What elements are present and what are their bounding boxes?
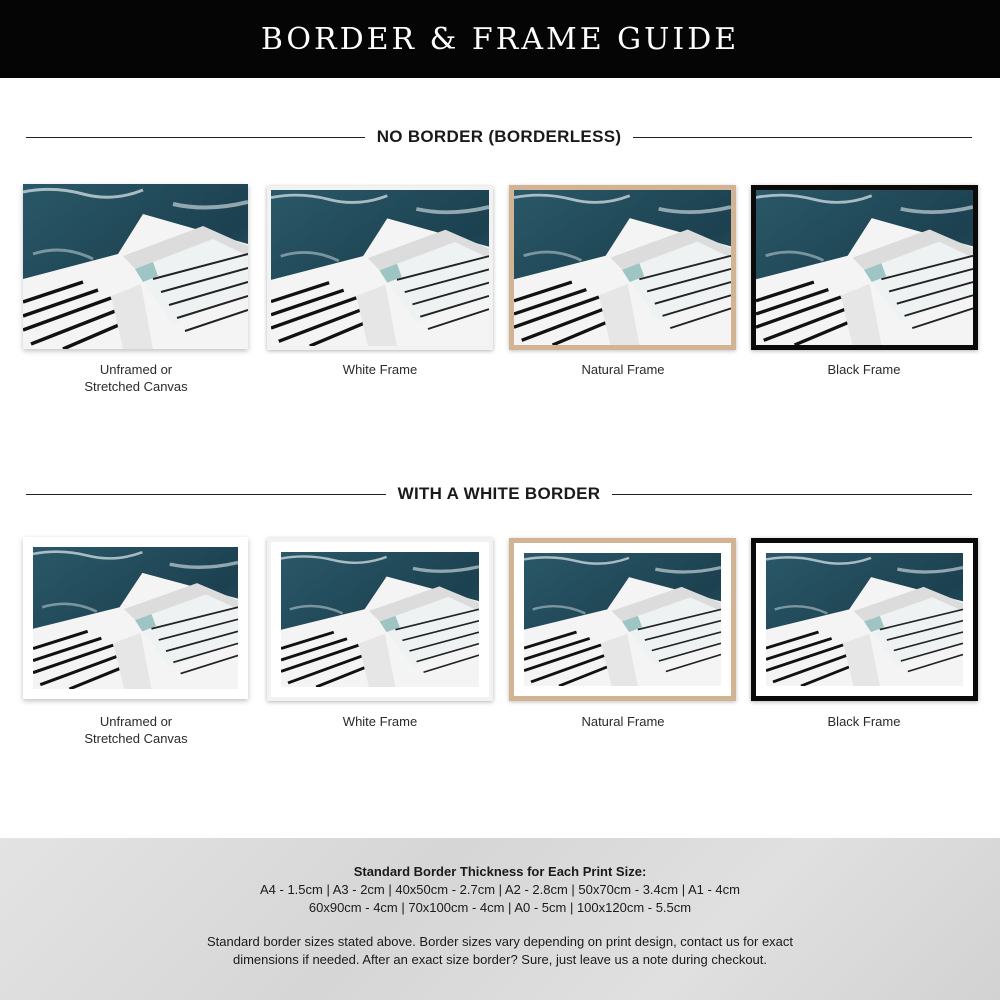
caption-unframed (22, 713, 250, 747)
print-unframed-white-border (23, 537, 248, 699)
caption-unframed (22, 361, 250, 395)
caption-line: Stretched Canvas (84, 731, 188, 746)
print-white-frame-white-border (267, 538, 493, 701)
heading-rule-left (26, 494, 386, 495)
caption-line: Natural Frame (581, 714, 665, 729)
caption-black-frame (750, 713, 978, 730)
header-banner (0, 0, 1000, 78)
caption-white-frame (266, 713, 494, 730)
pool-photo (271, 190, 489, 346)
sizes-line: 60x90cm - 4cm | 70x100cm - 4cm | A0 - 5cm | 100x120cm - 5.5cm (308, 900, 692, 915)
note-line: Standard border sizes stated above. Border sizes vary depending on print design, contact us for exact (206, 934, 794, 949)
heading-rule-right (612, 494, 972, 495)
heading-rule-left (26, 137, 365, 138)
print-natural-frame-borderless (509, 185, 736, 350)
pool-photo (281, 552, 479, 687)
caption-natural-frame (509, 361, 737, 378)
caption-line: Black Frame (827, 714, 901, 729)
pool-photo (756, 190, 973, 345)
heading-rule-right (633, 137, 972, 138)
section-heading-borderless (26, 125, 972, 149)
section-title: NO BORDER (BORDERLESS) (376, 127, 622, 146)
print-black-frame-white-border (751, 538, 978, 701)
caption-natural-frame (509, 713, 737, 730)
pool-photo (33, 547, 238, 689)
pool-photo (514, 190, 731, 345)
page-title: BORDER & FRAME GUIDE (260, 21, 740, 57)
sizes-line: A4 - 1.5cm | A3 - 2cm | 40x50cm - 2.7cm | A2 - 2.8cm | 50x70cm - 3.4cm | A1 - 4cm (260, 882, 740, 897)
caption-line: White Frame (342, 362, 418, 377)
caption-line: Unframed or (99, 714, 173, 729)
print-natural-frame-white-border (509, 538, 736, 701)
print-white-frame-borderless (267, 186, 493, 350)
pool-photo (23, 184, 248, 349)
print-black-frame-borderless (751, 185, 978, 350)
caption-line: Natural Frame (581, 362, 665, 377)
section-heading-white-border (26, 482, 972, 506)
caption-white-frame (266, 361, 494, 378)
caption-black-frame (750, 361, 978, 378)
caption-line: White Frame (342, 714, 418, 729)
info-title: Standard Border Thickness for Each Print Size: (353, 864, 647, 879)
caption-line: Black Frame (827, 362, 901, 377)
caption-line: Unframed or (99, 362, 173, 377)
border-thickness-info (0, 838, 1000, 1000)
pool-photo (766, 553, 963, 686)
note-line: dimensions if needed. After an exact size border? Sure, just leave us a note during checkout. (232, 952, 768, 967)
section-title: WITH A WHITE BORDER (397, 484, 601, 503)
pool-photo (524, 553, 721, 686)
caption-line: Stretched Canvas (84, 379, 188, 394)
print-unframed-borderless (23, 184, 248, 349)
